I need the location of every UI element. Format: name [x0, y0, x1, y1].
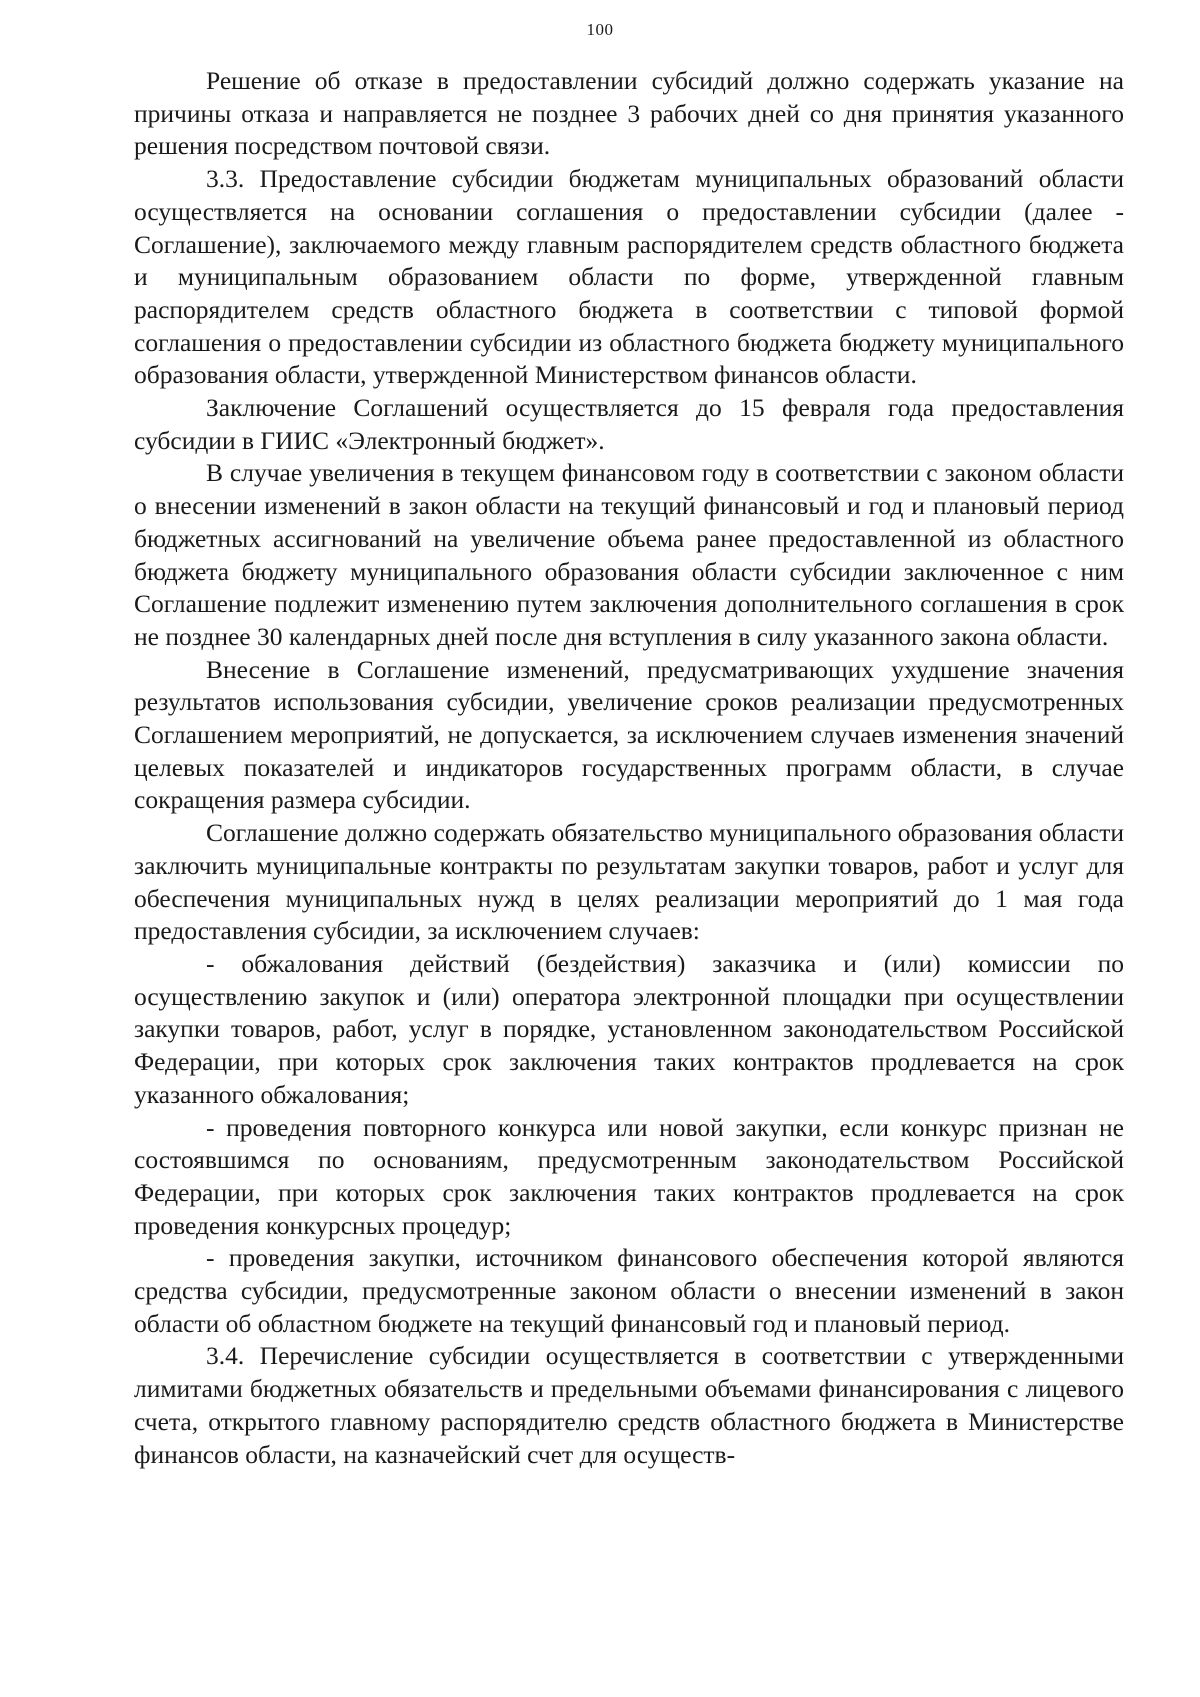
paragraph-contract-obligation: Соглашение должно содержать обязательство муниципального образования области заключить муниципальные контракты по результатам закупки товаров, работ и услуг для обеспечения муниципальных нужд в целях реализации мероприятий до 1 мая года предоставления субсидии, за исключением случаев: — [134, 818, 1124, 946]
page-number: 100 — [586, 20, 614, 39]
list-item-procurement: - проведения закупки, источником финансового обеспечения которой являются средства субсидии, предусмотренные законом области о внесении изменений в закон области об областном бюджете на текущий финансовый год и плановый период. — [134, 1243, 1124, 1338]
list-item-appeal: - обжалования действий (бездействия) заказчика и (или) комиссии по осуществлению закупок и (или) оператора электронной площадки при осуществлении закупки товаров, работ, услуг в порядке, установленном законодательством Российской Федерации, при которых срок заключения таких контрактов продлевается на срок указанного обжалования; — [134, 948, 1124, 1109]
paragraph-amendments: Внесение в Соглашение изменений, предусматривающих ухудшение значения результатов использования субсидии, увеличение сроков реализации предусмотренных Соглашением мероприятий, не допускается, за исключением случаев изменения значений целевых показателей и индикаторов государственных программ области, в случае сокращения размера субсидии. — [134, 654, 1124, 815]
paragraph-agreement-deadline: Заключение Соглашений осуществляется до 15 февраля года предоставления субсидии в ГИИС «Электронный бюджет». — [134, 393, 1124, 455]
paragraph-section-3-4: 3.4. Перечисление субсидии осуществляется в соответствии с утвержденными лимитами бюджетных обязательств и предельными объемами финансирования с лицевого счета, открытого главному распорядителю средств областного бюджета в Министерстве финансов области, на казначейский счет для осуществ- — [134, 1341, 1124, 1469]
paragraph-refusal-decision: Решение об отказе в предоставлении субсидий должно содержать указание на причины отказа и направляется не позднее 3 рабочих дней со дня принятия указанного решения посредством почтовой связи. — [134, 66, 1124, 161]
paragraph-budget-increase: В случае увеличения в текущем финансовом году в соответствии с законом области о внесении изменений в закон области на текущий финансовый и год и плановый период бюджетных ассигнований на увеличение объема ранее предоставленной из областного бюджета бюджету муниципального образования области субсидии заключенное с ним Соглашение подлежит изменению путем заключения дополнительного соглашения в срок не позднее 30 календарных дней после дня вступления в силу указанного закона области. — [134, 458, 1124, 651]
paragraph-section-3-3: 3.3. Предоставление субсидии бюджетам муниципальных образований области осуществляется на основании соглашения о предоставлении субсидии (далее - Соглашение), заключаемого между главным распорядителем средств областного бюджета и муниципальным образованием области по форме, утвержденной главным распорядителем средств областного бюджета в соответствии с типовой формой соглашения о предоставлении субсидии из областного бюджета бюджету муниципального образования области, утвержденной Министерством финансов области. — [134, 164, 1124, 390]
document-body — [134, 65, 1124, 1471]
list-item-repeat-tender: - проведения повторного конкурса или новой закупки, если конкурс признан не состоявшимся по основаниям, предусмотренным законодательством Российской Федерации, при которых срок заключения таких контрактов продлевается на срок проведения конкурсных процедур; — [134, 1112, 1124, 1240]
